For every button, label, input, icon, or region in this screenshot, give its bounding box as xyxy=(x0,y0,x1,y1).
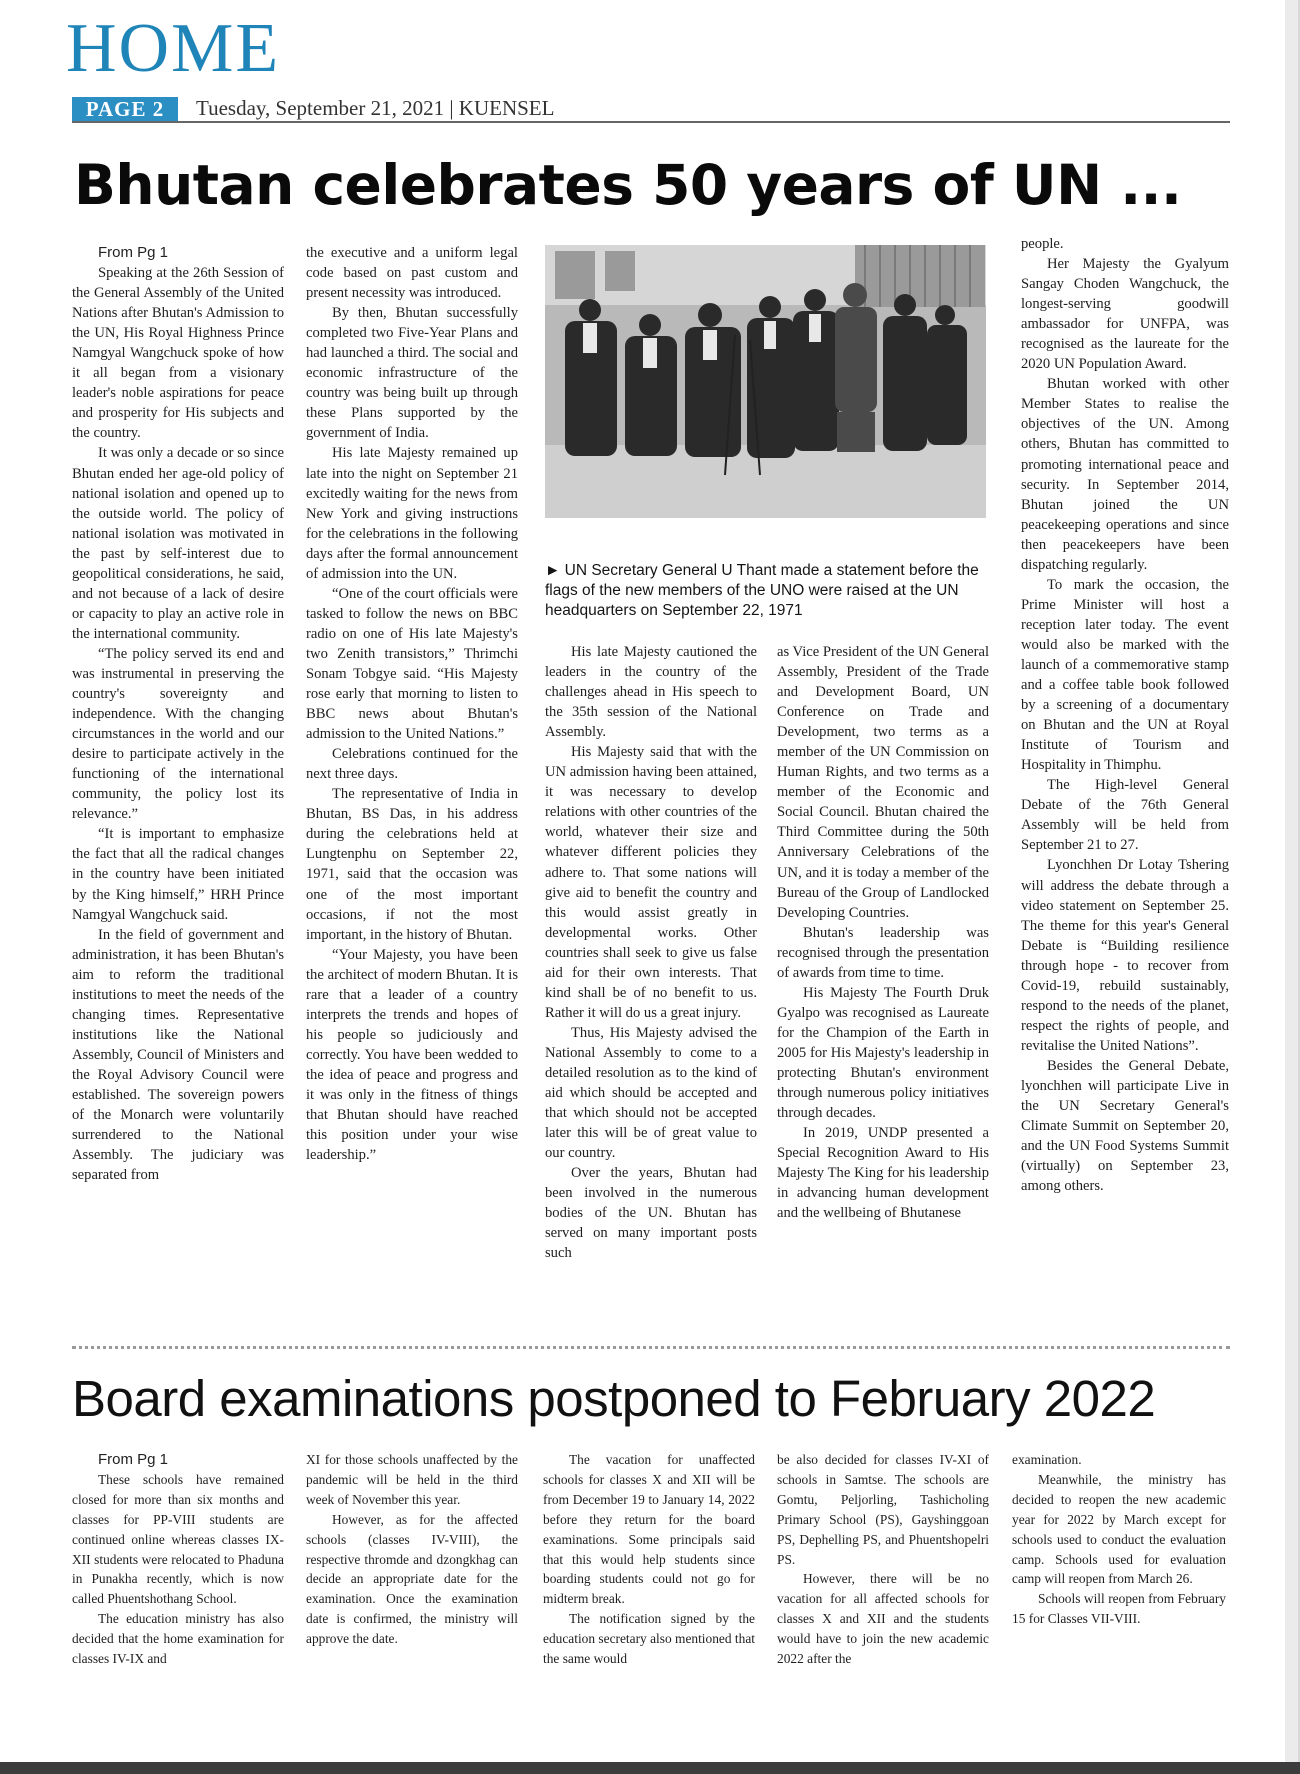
paragraph: The vacation for unaffected schools for classes X and XII will be from December 19 to January 14, 2022 before they return for the board examinations. Some principals said that this would help students since boarding students could not go for midterm break. xyxy=(543,1452,755,1607)
paragraph: However, there will be no vacation for all affected schools for classes X and XII and the students would have to join the new academic 2022 after the xyxy=(777,1571,989,1667)
paragraph: To mark the occasion, the Prime Minister will host a reception later today. The event would also be marked with the launch of a commemorative stamp and a coffee table book followed by a screening of a documentary on Bhutan and the UN at Royal Institute of Tourism and Hospitality in Thimphu. xyxy=(1021,576,1229,774)
article-column-5 xyxy=(1021,234,1229,1314)
article2-column-2 xyxy=(306,1450,518,1690)
paragraph: “It is important to emphasize the fact that all the radical changes in the country have been initiated by the King himself,” HRH Prince Namgyal Wangchuck said. xyxy=(72,826,284,923)
paragraph: These schools have remained closed for more than six months and classes for PP-VIII students are continued online whereas classes IX-XII students were relocated to Phaduna in Punakha recently, which is now called Phuentshothang School. xyxy=(72,1471,284,1607)
paragraph: “Your Majesty, you have been the architect of modern Bhutan. It is rare that a leader of a country interprets the trends and hopes of his people so judiciously and correctly. You have been wedded to the idea of peace and progress and it was only in the fitness of things that Bhutan should have reached this position under your wise leadership.” xyxy=(306,946,518,1164)
article2-column-1 xyxy=(72,1450,284,1690)
jump-from-label: From Pg 1 xyxy=(98,1451,169,1468)
paragraph: “The policy served its end and was instrumental in preserving the country's sovereignty and independence. With the changing circumstances in the world and our desire to participate actively in the functioning of the international community, the policy lost its relevance.” xyxy=(72,645,284,823)
paragraph: Her Majesty the Gyalyum Sangay Choden Wangchuck, the longest-serving goodwill ambassador for UNFPA, was recognised as the laureate for the 2020 UN Population Award. xyxy=(1021,256,1229,373)
paragraph: However, as for the affected schools (classes IV-VIII), the respective thromde and dzongkhag can decide an appropriate date for the examination. Once the examination date is confirmed, the ministry will approve the date. xyxy=(306,1511,518,1647)
paragraph: Thus, His Majesty advised the National Assembly to come to a detailed resolution as to the kind of aid which should be accepted and that which should not be accepted later this will be of great value to our country. xyxy=(545,1024,757,1162)
paragraph: Over the years, Bhutan had been involved in the numerous bodies of the UN. Bhutan has served on many important posts such xyxy=(545,1165,757,1262)
page-number-label: PAGE 2 xyxy=(72,97,178,121)
paragraph: Bhutan's leadership was recognised through the presentation of awards from time to time. xyxy=(777,924,989,981)
paragraph: Meanwhile, the ministry has decided to reopen the new academic year for 2022 by March except for schools used to conduct the evaluation camp. Schools used for evaluation camp will reopen from March 26. xyxy=(1012,1471,1226,1587)
section-divider xyxy=(72,1346,1230,1349)
paragraph: His Majesty said that with the UN admission having been attained, it was necessary to develop relations with other countries of the world, whatever their size and whatever different policies they adhere to. That some nations will give aid to benefit the country and this would assist greatly in developmental works. Other countries shall seek to give us false aid for their own interests. That kind shall be of no benefit to us. Rather it will do us a great injury. xyxy=(545,744,757,1021)
article-headline: Bhutan celebrates 50 years of UN ... xyxy=(74,153,1182,217)
article-headline: Board examinations postponed to February 2022 xyxy=(72,1370,1156,1427)
article-column-2 xyxy=(306,243,518,1315)
paragraph: His late Majesty remained up late into the night on September 21 excitedly waiting for the news from New York and giving instructions for the celebrations in the following days after the formal announcement of admission into the UN. xyxy=(306,445,518,582)
paragraph: as Vice President of the UN General Assembly, President of the Trade and Development Board, UN Conference on Trade and Development, two terms as a member of the UN Commission on Human Rights, and two terms as a member of the Economic and Social Council. Bhutan chaired the Third Committee during the 50th Anniversary Celebrations of the UN, and it is today a member of the Bureau of the Group of Landlocked Developing Countries. xyxy=(777,644,989,921)
paragraph: In 2019, UNDP presented a Special Recognition Award to His Majesty The King for his leadership in advancing human development and the wellbeing of Bhutanese xyxy=(777,1125,989,1222)
article2-column-5 xyxy=(1012,1450,1226,1690)
page-edge xyxy=(1285,0,1298,1762)
paragraph: In the field of government and administration, it has been Bhutan's aim to reform the traditional institutions to meet the needs of the changing times. Representative institutions like the National Assembly, Council of Ministers and the Royal Advisory Council were established. The sovereign powers of the Monarch were voluntarily surrendered to the National Assembly. The judiciary was separated from xyxy=(72,926,284,1184)
photo-caption: ► UN Secretary General U Thant made a statement before the flags of the new members of the UNO were raised at the UN headquarters on September 22, 1971 xyxy=(545,562,979,619)
paragraph: His Majesty The Fourth Druk Gyalpo was recognised as Laureate for the Champion of the Earth in 2005 for His Majesty's leadership in protecting Bhutan's environment through numerous policy initiatives through decades. xyxy=(777,984,989,1122)
paragraph: Besides the General Debate, lyonchhen will participate Live in the UN Secretary General's Climate Summit on September 20, and the UN Food Systems Summit (virtually) on September 23, among others. xyxy=(1021,1057,1229,1195)
paragraph: examination. xyxy=(1012,1452,1082,1467)
article-column-3 xyxy=(545,642,757,1314)
paragraph: XI for those schools unaffected by the pandemic will be held in the third week of November this year. xyxy=(306,1452,518,1507)
paragraph: “One of the court officials were tasked to follow the news on BBC radio on one of His late Majesty's two Zenith transistors,” Thrimchi Sonam Tobgye said. “His Majesty rose early that morning to listen to BBC news about Bhutan's admission to the United Nations.” xyxy=(306,585,518,743)
paragraph: Celebrations continued for the next three days. xyxy=(306,746,518,783)
jump-from-label: From Pg 1 xyxy=(98,244,169,261)
paragraph: Bhutan worked with other Member States to realise the objectives of the UN. Among others, Bhutan has committed to promoting international peace and security. In September 2014, Bhutan joined the UN peacekeeping operations and since then peacekeepers have been dispatching regularly. xyxy=(1021,376,1229,573)
paragraph: The notification signed by the education secretary also mentioned that the same would xyxy=(543,1611,755,1667)
viewer-bottom-bar xyxy=(0,1762,1300,1774)
article-column-1 xyxy=(72,243,284,1315)
masthead-rule xyxy=(72,121,1230,123)
paragraph: Speaking at the 26th Session of the General Assembly of the United Nations after Bhutan's Admission to the UN, His Royal Highness Prince Namgyal Wangchuck spoke of how it all began from a visionary leader's noble aspirations for peace and prosperity for His subjects and the country. xyxy=(72,265,284,442)
paragraph: people. xyxy=(1021,236,1064,252)
photo-illustration xyxy=(545,245,986,518)
paragraph: The representative of India in Bhutan, BS Das, in his address during the celebrations held at Lungtenphu on September 22, 1971, said that the occasion was one of the most important occasions, if not the most important, in the history of Bhutan. xyxy=(306,786,518,943)
paragraph: The education ministry has also decided that the home examination for classes IV-IX and xyxy=(72,1611,284,1667)
article2-column-3 xyxy=(543,1450,755,1690)
paragraph: It was only a decade or so since Bhutan ended her age-old policy of national isolation and opened up to the outside world. The policy of national isolation was motivated in the past by self-interest due to geopolitical considerations, he said, and not because of a lack of desire or capacity to play an active role in the international community. xyxy=(72,445,284,642)
article-column-4 xyxy=(777,642,989,1314)
article2-column-4 xyxy=(777,1450,989,1690)
dateline: Tuesday, September 21, 2021 | KUENSEL xyxy=(196,96,555,120)
historic-photo xyxy=(545,245,986,518)
paragraph: Lyonchhen Dr Lotay Tshering will address the debate through a video statement on September 25. The theme for this year's General Debate is “Building resilience through hope - to recover from Covid-19, rebuild sustainably, respond to the needs of the planet, respect the rights of people, and revitalise the United Nations”. xyxy=(1021,857,1229,1054)
paragraph: be also decided for classes IV-XI of schools in Samtse. The schools are Gomtu, Peljorling, Tashicholing Primary School (PS), Gayshinggoan PS, Dephelling PS, and Phuentshopelri PS. xyxy=(777,1452,989,1567)
section-name: HOME xyxy=(66,10,281,87)
paragraph: the executive and a uniform legal code based on past custom and present necessity was introduced. xyxy=(306,245,518,302)
paragraph: By then, Bhutan successfully completed two Five-Year Plans and had launched a third. The social and economic infrastructure of the country was being built up through these Plans supported by the government of India. xyxy=(306,305,518,442)
paragraph: The High-level General Debate of the 76th General Assembly will be held from September 21 to 27. xyxy=(1021,777,1229,854)
paragraph: His late Majesty cautioned the leaders in the country of the challenges ahead in His speech to the 35th session of the National Assembly. xyxy=(545,644,757,741)
paragraph: Schools will reopen from February 15 for Classes VII-VIII. xyxy=(1012,1591,1226,1627)
